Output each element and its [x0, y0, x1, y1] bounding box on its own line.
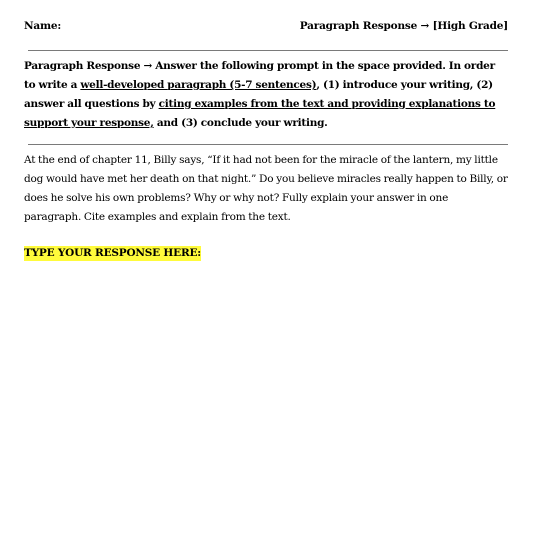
- response-text-area[interactable]: [24, 268, 508, 518]
- prompt-text: At the end of chapter 11, Billy says, “If it had not been for the miracle of the lantern, my little dog would have met her death on that night.” Do you believe miracles really happen to Billy, or does he solve his own problems? Why or why not? Fully explain your answer in one paragraph. Cite examples and explain from the text.: [24, 154, 508, 223]
- name-label: Name:: [24, 20, 62, 32]
- instructions-steps: , (1) introduce your writing, (2) answer all questions by: [24, 79, 493, 110]
- instructions-citing-examples: citing examples from the text and providing explanations to support your response,: [24, 98, 496, 129]
- instructions-divider: [28, 144, 508, 145]
- instructions-paragraph: [24, 57, 508, 133]
- response-label: TYPE YOUR RESPONSE HERE:: [24, 247, 201, 259]
- document-title: Paragraph Response → [High Grade]: [299, 20, 508, 32]
- instructions-conclude: and (3) conclude your writing.: [153, 117, 328, 129]
- header-divider: [28, 50, 508, 51]
- instructions-intro: Paragraph Response → Answer the following prompt in the space provided. In order to write a: [24, 60, 495, 91]
- instructions-paragraph-length: well-developed paragraph (5-7 sentences): [80, 79, 317, 91]
- document-header: [24, 20, 508, 36]
